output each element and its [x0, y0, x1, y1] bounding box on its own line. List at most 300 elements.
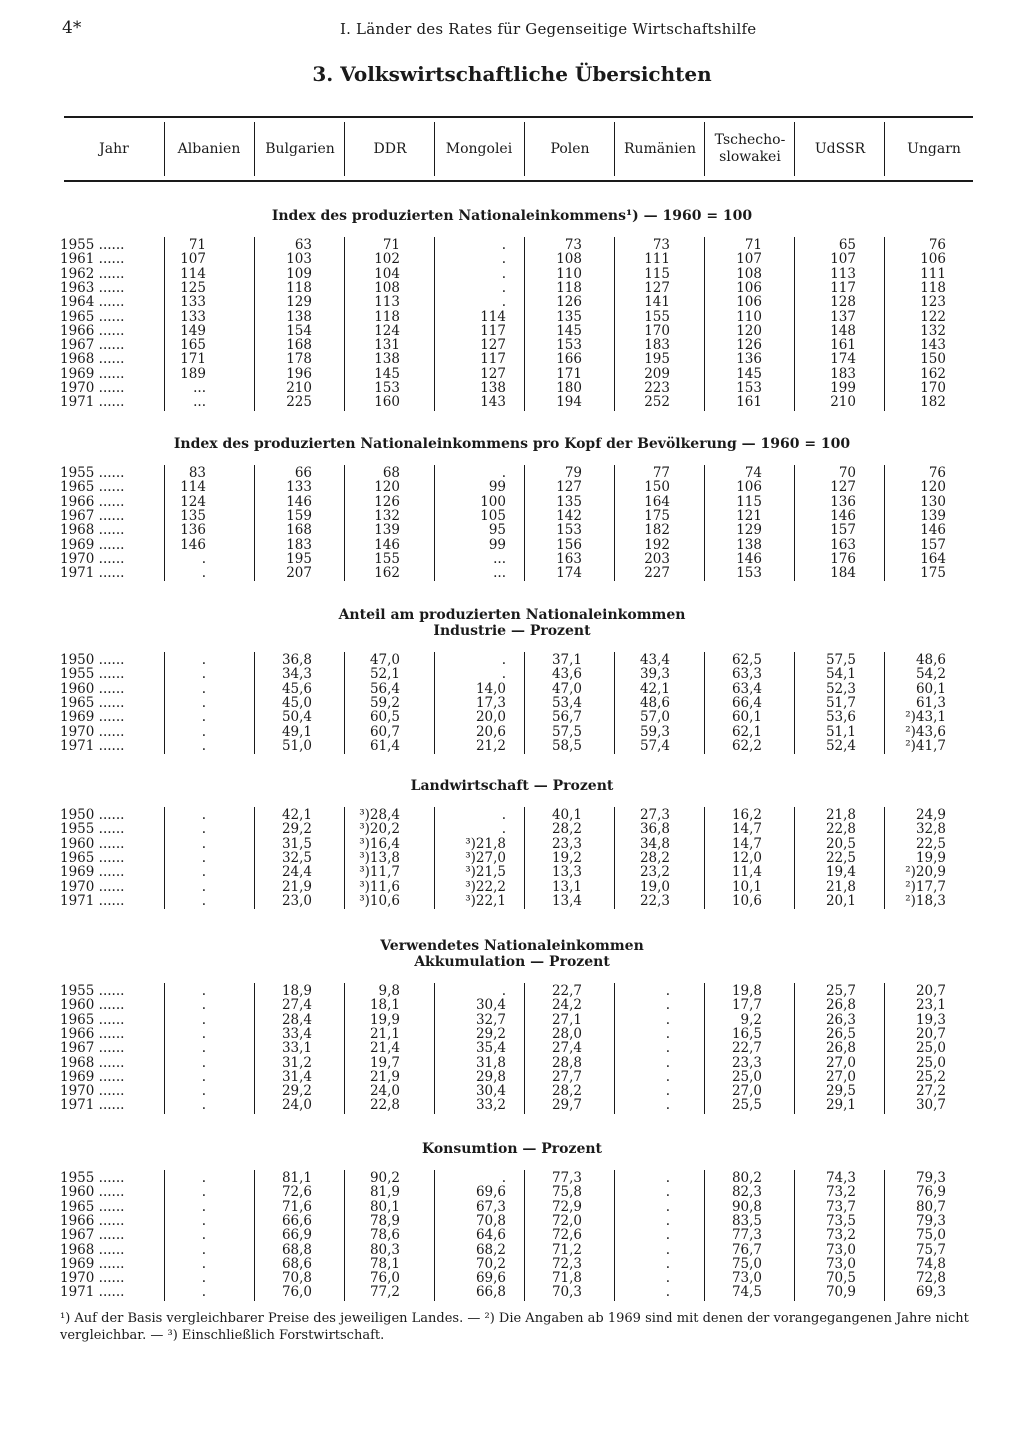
value-cell: 80,1 — [369, 1198, 400, 1215]
value-cell: 76 — [928, 465, 946, 481]
value-cell: 26,8 — [825, 997, 856, 1014]
value-cell: 70,2 — [475, 1255, 506, 1272]
value-cell: 107 — [180, 251, 206, 268]
value-cell: 108 — [556, 251, 582, 268]
value-cell: 29,2 — [281, 821, 312, 838]
table-row — [0, 566, 1024, 580]
value-cell: 117 — [480, 351, 506, 368]
value-cell: 48,6 — [639, 694, 670, 711]
value-cell: 43,6 — [551, 666, 582, 683]
value-cell: . — [201, 1054, 206, 1071]
value-cell: . — [501, 983, 506, 999]
value-cell: 183 — [286, 536, 312, 553]
value-cell: 13,3 — [551, 864, 582, 881]
column-divider — [344, 652, 345, 754]
value-cell: 99 — [488, 536, 506, 553]
value-cell: 68,6 — [281, 1255, 312, 1272]
value-cell: 117 — [480, 322, 506, 339]
value-cell: 27,0 — [825, 1068, 856, 1085]
column-divider — [344, 1170, 345, 1301]
column-header: Polen — [550, 140, 590, 157]
value-cell: 61,4 — [369, 737, 400, 754]
value-cell: 57,0 — [639, 709, 670, 726]
year-cell: 1965 ...... — [60, 1011, 125, 1028]
value-cell: 106 — [736, 479, 762, 496]
value-cell: . — [201, 983, 206, 999]
year-cell: 1966 ...... — [60, 322, 125, 339]
value-cell: 13,4 — [551, 892, 582, 909]
value-cell: 145 — [556, 322, 582, 339]
value-cell: 138 — [480, 380, 506, 396]
column-header: DDR — [373, 140, 407, 157]
table-row — [0, 739, 1024, 753]
value-cell: 107 — [736, 251, 762, 268]
value-cell: 26,5 — [825, 1025, 856, 1042]
column-divider — [794, 1170, 795, 1301]
value-cell: . — [501, 807, 506, 823]
value-cell: 106 — [736, 279, 762, 296]
value-cell: 141 — [644, 294, 670, 311]
year-cell: 1968 ...... — [60, 522, 125, 539]
value-cell: 82,3 — [731, 1184, 762, 1201]
year-cell: 1968 ...... — [60, 1054, 125, 1071]
value-cell: 76,9 — [915, 1184, 946, 1201]
table-row — [0, 1243, 1024, 1257]
value-cell: 73,0 — [731, 1270, 762, 1287]
value-cell: 27,3 — [639, 807, 670, 823]
value-cell: 20,7 — [915, 1025, 946, 1042]
value-cell: 23,1 — [915, 997, 946, 1014]
value-cell: 58,5 — [551, 737, 582, 754]
value-cell: 22,8 — [369, 1097, 400, 1114]
value-cell: 25,7 — [825, 983, 856, 999]
header-column-divider — [344, 122, 345, 176]
table-row — [0, 1013, 1024, 1027]
value-cell: 76,7 — [731, 1241, 762, 1258]
value-cell: 22,5 — [825, 849, 856, 866]
value-cell: ²)43,6 — [905, 723, 946, 740]
value-cell: 81,9 — [369, 1184, 400, 1201]
value-cell: 79 — [564, 465, 582, 481]
value-cell: 74 — [744, 465, 762, 481]
value-cell: . — [201, 1170, 206, 1186]
value-cell: 43,4 — [639, 652, 670, 668]
value-cell: 145 — [736, 365, 762, 382]
year-cell: 1971 ...... — [60, 394, 125, 411]
value-cell: 12,0 — [731, 849, 762, 866]
value-cell: 146 — [920, 522, 946, 539]
table-row — [0, 1056, 1024, 1070]
value-cell: . — [665, 983, 670, 999]
value-cell: 133 — [180, 308, 206, 325]
value-cell: 57,4 — [639, 737, 670, 754]
year-cell: 1970 ...... — [60, 380, 125, 396]
value-cell: 72,0 — [551, 1212, 582, 1229]
year-cell: 1971 ...... — [60, 1284, 125, 1301]
value-cell: 143 — [480, 394, 506, 411]
value-cell: 78,6 — [369, 1227, 400, 1244]
table-header — [0, 118, 1024, 180]
table-row — [0, 653, 1024, 667]
column-divider — [434, 237, 435, 411]
value-cell: . — [501, 666, 506, 683]
year-cell: 1955 ...... — [60, 821, 125, 838]
table-row — [0, 466, 1024, 480]
value-cell: 29,8 — [475, 1068, 506, 1085]
table-row — [0, 1098, 1024, 1112]
year-cell: 1965 ...... — [60, 694, 125, 711]
value-cell: ... — [493, 550, 506, 567]
column-divider — [344, 237, 345, 411]
value-cell: 9,8 — [378, 983, 400, 999]
value-cell: 170 — [920, 380, 946, 396]
value-cell: 118 — [286, 279, 312, 296]
year-cell: 1969 ...... — [60, 1068, 125, 1085]
value-cell: 25,0 — [915, 1040, 946, 1057]
value-cell: 16,5 — [731, 1025, 762, 1042]
value-cell: 79,3 — [915, 1170, 946, 1186]
value-cell: 189 — [180, 365, 206, 382]
value-cell: 171 — [180, 351, 206, 368]
footnote: ¹) Auf der Basis vergleichbarer Preise des jeweiligen Landes. — ²) Die Angaben ab 1969 sind mit denen der vorangegangenen Jahre nicht vergleichbar. — ³) Einschließlich Forstwirtschaft. — [60, 1311, 969, 1343]
column-header: UdSSR — [814, 140, 866, 157]
column-divider — [434, 465, 435, 581]
value-cell: 59,3 — [639, 723, 670, 740]
header-column-divider — [254, 122, 255, 176]
value-cell: 34,3 — [281, 666, 312, 683]
year-cell: 1955 ...... — [60, 465, 125, 481]
value-cell: 150 — [644, 479, 670, 496]
value-cell: 37,1 — [551, 652, 582, 668]
value-cell: ²)43,1 — [905, 709, 946, 726]
column-divider — [524, 1170, 525, 1301]
value-cell: 127 — [644, 279, 670, 296]
value-cell: 163 — [556, 550, 582, 567]
value-cell: 108 — [736, 265, 762, 282]
year-cell: 1967 ...... — [60, 337, 125, 354]
value-cell: . — [665, 1083, 670, 1100]
value-cell: 71,6 — [281, 1198, 312, 1215]
value-cell: 127 — [480, 337, 506, 354]
value-cell: 109 — [286, 265, 312, 282]
column-divider — [434, 983, 435, 1114]
value-cell: 133 — [180, 294, 206, 311]
value-cell: 118 — [374, 308, 400, 325]
year-cell: 1955 ...... — [60, 237, 125, 253]
value-cell: 27,1 — [551, 1011, 582, 1028]
value-cell: 153 — [736, 380, 762, 396]
value-cell: 166 — [556, 351, 582, 368]
value-cell: 69,3 — [915, 1284, 946, 1301]
value-cell: . — [201, 709, 206, 726]
value-cell: 155 — [374, 550, 400, 567]
value-cell: 129 — [736, 522, 762, 539]
value-cell: ³)27,0 — [465, 849, 506, 866]
column-divider — [164, 983, 165, 1114]
value-cell: . — [501, 821, 506, 838]
header-column-divider — [704, 122, 705, 176]
value-cell: 120 — [374, 479, 400, 496]
column-header: Tschecho- slowakei — [714, 132, 786, 165]
value-cell: 19,8 — [731, 983, 762, 999]
value-cell: 21,2 — [475, 737, 506, 754]
year-cell: 1962 ...... — [60, 265, 125, 282]
value-cell: . — [201, 1097, 206, 1114]
value-cell: 182 — [920, 394, 946, 411]
value-cell: 27,2 — [915, 1083, 946, 1100]
value-cell: . — [201, 835, 206, 852]
table-row — [0, 1214, 1024, 1228]
value-cell: 161 — [830, 337, 856, 354]
value-cell: 72,9 — [551, 1198, 582, 1215]
column-divider — [434, 807, 435, 909]
header-column-divider — [434, 122, 435, 176]
value-cell: 210 — [830, 394, 856, 411]
value-cell: 74,5 — [731, 1284, 762, 1301]
value-cell: 78,9 — [369, 1212, 400, 1229]
table-row — [0, 865, 1024, 879]
table-row — [0, 998, 1024, 1012]
value-cell: . — [201, 1241, 206, 1258]
value-cell: 47,0 — [369, 652, 400, 668]
year-cell: 1960 ...... — [60, 680, 125, 697]
value-cell: 195 — [644, 351, 670, 368]
column-divider — [254, 983, 255, 1114]
value-cell: . — [665, 1255, 670, 1272]
value-cell: 80,7 — [915, 1198, 946, 1215]
year-cell: 1964 ...... — [60, 294, 125, 311]
table-row — [0, 1041, 1024, 1055]
value-cell: 27,0 — [825, 1054, 856, 1071]
column-divider — [884, 1170, 885, 1301]
table-row — [0, 725, 1024, 739]
value-cell: . — [501, 265, 506, 282]
value-cell: . — [665, 1198, 670, 1215]
value-cell: 227 — [644, 565, 670, 582]
value-cell: 207 — [286, 565, 312, 582]
column-divider — [254, 1170, 255, 1301]
value-cell: 123 — [920, 294, 946, 311]
table-row — [0, 367, 1024, 381]
value-cell: 68 — [382, 465, 400, 481]
value-cell: 23,3 — [731, 1054, 762, 1071]
column-divider — [164, 652, 165, 754]
value-cell: . — [201, 1255, 206, 1272]
value-cell: 10,1 — [731, 878, 762, 895]
value-cell: 74,3 — [825, 1170, 856, 1186]
value-cell: 69,6 — [475, 1270, 506, 1287]
table-row — [0, 267, 1024, 281]
value-cell: 73,0 — [825, 1241, 856, 1258]
year-cell: 1967 ...... — [60, 1040, 125, 1057]
value-cell: 16,2 — [731, 807, 762, 823]
year-cell: 1969 ...... — [60, 365, 125, 382]
year-cell: 1971 ...... — [60, 1097, 125, 1114]
value-cell: 39,3 — [639, 666, 670, 683]
value-cell: 203 — [644, 550, 670, 567]
value-cell: 125 — [180, 279, 206, 296]
value-cell: 63,4 — [731, 680, 762, 697]
value-cell: 67,3 — [475, 1198, 506, 1215]
value-cell: . — [201, 1184, 206, 1201]
value-cell: 127 — [480, 365, 506, 382]
column-header: Rumänien — [624, 140, 696, 157]
value-cell: 160 — [374, 394, 400, 411]
value-cell: 24,2 — [551, 997, 582, 1014]
value-cell: 80,3 — [369, 1241, 400, 1258]
value-cell: 136 — [830, 493, 856, 510]
value-cell: 130 — [920, 493, 946, 510]
value-cell: . — [665, 1097, 670, 1114]
value-cell: 60,5 — [369, 709, 400, 726]
column-divider — [614, 983, 615, 1114]
table-row — [0, 295, 1024, 309]
value-cell: ³)21,5 — [465, 864, 506, 881]
value-cell: 54,1 — [825, 666, 856, 683]
header-column-divider — [884, 122, 885, 176]
value-cell: 79,3 — [915, 1212, 946, 1229]
value-cell: 56,4 — [369, 680, 400, 697]
value-cell: 178 — [286, 351, 312, 368]
year-cell: 1965 ...... — [60, 479, 125, 496]
value-cell: . — [501, 294, 506, 311]
value-cell: . — [201, 1025, 206, 1042]
value-cell: 162 — [374, 565, 400, 582]
value-cell: 51,7 — [825, 694, 856, 711]
value-cell: 126 — [556, 294, 582, 311]
value-cell: 59,2 — [369, 694, 400, 711]
table-row — [0, 538, 1024, 552]
column-divider — [614, 237, 615, 411]
year-cell: 1967 ...... — [60, 507, 125, 524]
value-cell: 223 — [644, 380, 670, 396]
value-cell: 18,9 — [281, 983, 312, 999]
section-title: Verwendetes Nationaleinkommen Akkumulation — Prozent — [380, 938, 644, 970]
table-row — [0, 894, 1024, 908]
value-cell: 143 — [920, 337, 946, 354]
value-cell: 30,7 — [915, 1097, 946, 1114]
value-cell: 21,1 — [369, 1025, 400, 1042]
value-cell: . — [201, 849, 206, 866]
value-cell: . — [201, 737, 206, 754]
column-divider — [524, 652, 525, 754]
value-cell: . — [201, 680, 206, 697]
value-cell: 62,5 — [731, 652, 762, 668]
value-cell: 95 — [488, 522, 506, 539]
value-cell: 102 — [374, 251, 400, 268]
value-cell: . — [201, 1227, 206, 1244]
value-cell: 171 — [556, 365, 582, 382]
column-divider — [524, 237, 525, 411]
year-cell: 1971 ...... — [60, 565, 125, 582]
value-cell: 19,7 — [369, 1054, 400, 1071]
value-cell: 23,2 — [639, 864, 670, 881]
value-cell: . — [665, 1170, 670, 1186]
year-cell: 1970 ...... — [60, 723, 125, 740]
value-cell: 73,0 — [825, 1255, 856, 1272]
value-cell: 65 — [838, 237, 856, 253]
table-row — [0, 1285, 1024, 1299]
value-cell: 9,2 — [740, 1011, 762, 1028]
value-cell: 114 — [480, 308, 506, 325]
value-cell: ³)11,7 — [359, 864, 400, 881]
value-cell: 106 — [920, 251, 946, 268]
value-cell: ... — [193, 380, 206, 396]
header-column-divider — [794, 122, 795, 176]
value-cell: 126 — [374, 493, 400, 510]
value-cell: 78,1 — [369, 1255, 400, 1272]
table-header-rule — [64, 180, 973, 182]
value-cell: 66,8 — [475, 1284, 506, 1301]
value-cell: 53,4 — [551, 694, 582, 711]
value-cell: 183 — [644, 337, 670, 354]
value-cell: ³)22,1 — [465, 892, 506, 909]
column-divider — [884, 807, 885, 909]
column-divider — [614, 465, 615, 581]
value-cell: 146 — [286, 493, 312, 510]
value-cell: 133 — [286, 479, 312, 496]
page-title: 3. Volkswirtschaftliche Übersichten — [312, 62, 712, 86]
year-cell: 1965 ...... — [60, 1198, 125, 1215]
value-cell: 194 — [556, 394, 582, 411]
value-cell: 153 — [736, 565, 762, 582]
value-cell: . — [201, 565, 206, 582]
value-cell: 124 — [374, 322, 400, 339]
column-divider — [884, 465, 885, 581]
value-cell: 29,1 — [825, 1097, 856, 1114]
value-cell: . — [201, 652, 206, 668]
value-cell: 128 — [830, 294, 856, 311]
value-cell: 80,2 — [731, 1170, 762, 1186]
value-cell: 138 — [374, 351, 400, 368]
value-cell: 52,3 — [825, 680, 856, 697]
value-cell: 64,6 — [475, 1227, 506, 1244]
value-cell: 252 — [644, 394, 670, 411]
column-divider — [794, 465, 795, 581]
value-cell: 163 — [830, 536, 856, 553]
column-divider — [704, 465, 705, 581]
value-cell: 68,8 — [281, 1241, 312, 1258]
value-cell: 60,1 — [731, 709, 762, 726]
value-cell: 22,7 — [551, 983, 582, 999]
column-divider — [344, 983, 345, 1114]
value-cell: 27,0 — [731, 1083, 762, 1100]
column-divider — [524, 983, 525, 1114]
value-cell: 73 — [652, 237, 670, 253]
header-column-divider — [524, 122, 525, 176]
value-cell: 25,5 — [731, 1097, 762, 1114]
value-cell: 21,8 — [825, 878, 856, 895]
value-cell: 156 — [556, 536, 582, 553]
year-cell: 1963 ...... — [60, 279, 125, 296]
table-row — [0, 324, 1024, 338]
value-cell: 129 — [286, 294, 312, 311]
value-cell: 25,0 — [915, 1054, 946, 1071]
table-row — [0, 523, 1024, 537]
value-cell: . — [665, 1241, 670, 1258]
value-cell: 149 — [180, 322, 206, 339]
value-cell: 153 — [556, 522, 582, 539]
value-cell: 14,7 — [731, 835, 762, 852]
value-cell: 83 — [188, 465, 206, 481]
value-cell: 10,6 — [731, 892, 762, 909]
value-cell: . — [201, 864, 206, 881]
value-cell: 21,4 — [369, 1040, 400, 1057]
value-cell: 26,8 — [825, 1040, 856, 1057]
value-cell: 75,8 — [551, 1184, 582, 1201]
value-cell: 113 — [830, 265, 856, 282]
value-cell: 174 — [556, 565, 582, 582]
